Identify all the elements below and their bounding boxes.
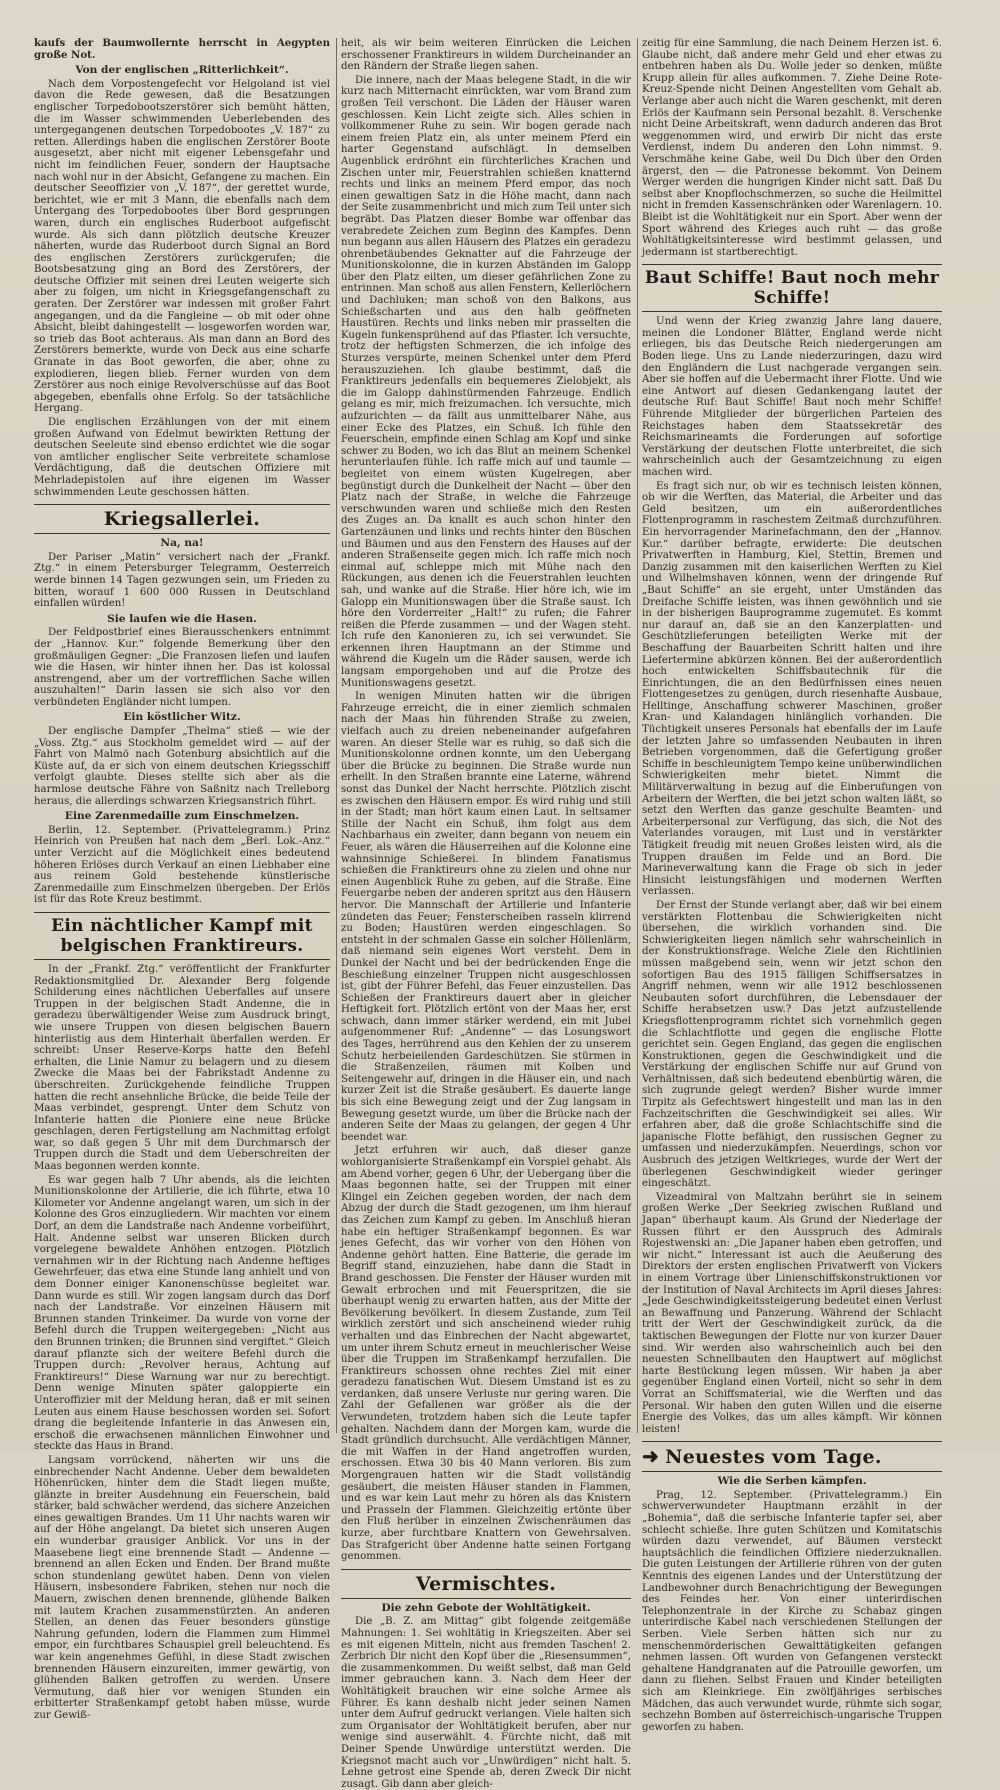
paragraph: Berlin, 12. September. (Privattelegramm.) Prinz Heinrich von Preußen hat nach dem „Berl. Lok.-Anz.“ unter Verzicht auf die Möglichkeit eines bedeutend höheren Erlöses durch Verkauf an einen Liebhaber eine aus reinem Gold bestehende künstlerische Zarenmedaille zum Einschmelzen übergeben. Der Erlös ist für das Rote Kreuz bestimmt. — [34, 824, 330, 906]
section-header-neuestes — [642, 1441, 942, 1472]
item-title: Sie laufen wie die Hasen. — [107, 612, 257, 625]
article-title: Von der englischen „Ritterlichkeit“. — [75, 64, 289, 77]
paragraph: zeitig für eine Sammlung, die nach Deinem Herzen ist. 6. Glaube nicht, daß andere mehr Geld und eher etwas zu entbehren haben als Du. Wolle jeder so denken, müßte Krupp allein für alles aufkommen. 7. Ziehe Deine Rote-Kreuz-Spende nicht Deinen Angestellten vom Gehalt ab. Verlange aber auch nicht die Waren geschenkt, mit deren Erlös der Kaufmann sein Personal bezahlt. 8. Verschenke nicht Deine Arbeitskraft, wenn dadurch anderen das Brot weggenommen wird, und erwirb Dir nicht das erste Verdienst, indem Du anderen den Lohn nimmst. 9. Verschmähe keine Gabe, weil Du Dich über den Orden ärgerst, den — die Patronesse bekommt. Von Deinem Werger werden die hungrigen Kinder nicht satt. Daß Du selbst aber Knopflochschmerzen, so suche die Heilmittel nicht in fremden Kassenschränken oder Warenlagern. 10. Bleibt ist die Wohltätigkeit nur ein Sport. Aber wenn der Sport während des Krieges auch ruht — das große Wohltätigkeitsinteresse wird bestimmt gelassen, und jedermann ist startberechtigt. — [642, 38, 942, 258]
paragraph: Der Ernst der Stunde verlangt aber, daß wir bei einem verstärkten Flottenbau die Schwierigkeiten nicht übersehen, die wirklich vorhanden sind. Die Schwierigkeiten liegen nämlich sehr wahrscheinlich in der Konstruktionsfrage. Welche Ziele den Richtlinien müssen maßgebend sein, wenn wir jetzt schon den sofortigen Bau des 1915 fälligen Schiffsersatzes in Angriff nehmen, wenn wir alle 1912 beschlossenen Neubauten sofort durchführen, die Lebensdauer der Schiffe herabsetzen usw.? Das jetzt aufzustellende Kriegsflottenprogramm richtet sich vornehmlich gegen die Schlachtflotte und gegen die englische Flotte gerichtet sein. Gegen England, das gegen die englischen Konstruktionen, gegen die Geschwindigkeit und die Verstärkung der englischen Schiffe nur auf Grund von Verhältnissen, daß sich bedeutend ebenbürtig wären, die sich zugrunde gelegt werden? Bisher wurde immer Tirpitz als Gefechtswert hingestellt und man las in den Fachzeitschriften die Geschwindigkeit sei alles. Wir erfahren aber, daß die große Schlachtschiffe sind die japanische Flotte befähigt, den russischen Gegner zu umfassen und niederzukämpfen. Neuerdings, schon vor Ausbruch des jetzigen Weltkrieges, wurde der Wert der überlegenen Geschwindigkeit wieder geringer eingeschätzt. — [642, 899, 942, 1190]
paragraph: Die „B. Z. am Mittag“ gibt folgende zeitgemäße Mahnungen: 1. Sei wohltätig in Kriegszeiten. Aber sei es mit eigenen Mitteln, nicht aus fremden Taschen! 2. Zerbrich Dir nicht den Kopf über die „Riesensummen“, die zusammenkommen. Du weißt selbst, daß man Geld immer gebrauchen kann. 3. Nach dem Heer der Wohltätigkeit brauchen wir eine solche Armee als Führer. Es kann deshalb nicht jeder seinen Namen unter dem Aufruf gedruckt verlangen. Viele halten sich zum Organisator der Wohltätigkeit berufen, aber nur wenige sind auserwählt. 4. Fürchte nicht, daß mit Deiner Spende Unwürdige unterstützt werden. Die Kriegsnot macht auch vor „Unwürdigen“ nicht halt. 5. Lehne getrost eine Spende ab, deren Zweck Dir nicht zusagt. Gib dann aber gleich- — [341, 1616, 631, 1790]
paragraph: Der englische Dampfer „Thelma“ stieß — wie der „Voss. Ztg.“ aus Stockholm gemeldet wird — auf der Fahrt von Malmö nach Gotenburg absichtlich auf die Küste auf, da er sich von einem deutschen Kriegsschiff verfolgt glaubte. Dieses stellte sich aber als die harmlose deutsche Fähre von Saßnitz nach Trelleborg heraus, die allerdings schwarzen Kriegsanstrich führt. — [34, 726, 330, 807]
pointing-hand-icon: ➜ — [642, 1444, 660, 1469]
paragraph: In wenigen Minuten hatten wir die übrigen Fahrzeuge erreicht, die in einer ziemlich schmalen nach der Maas hin führenden Straße zu zweien, vielfach auch zu dreien nebeneinander aufgefahren waren. An dieser Stelle war es ruhig, so daß sich die Munitionskolonne ordnen konnte, um den Uebergang über die Brücke zu beginnen. Die Straße wurde nun erhellt. In den Straßen brannte eine Laterne, während sonst das Dunkel der Nacht herrschte. Plötzlich zischt es zwischen den Häusern empor. Es wird ruhig und still in der Stadt; man hört kaum einen Laut. In seltsamer Stille der Nacht ein Schuß, ihm folgt aus dem Nachbarhaus ein zweiter, dann begann von neuem ein Feuer, als wären die Häuserreihen auf die Kolonne eine wahnsinnige Schießerei. In blindem Fanatismus schießen die Franktireurs ohne zu zielen und ohne nur einen Augenblick Ruhe zu geben, auf die Straße. Eine Feuergarbe neben der anderen spritzt aus den Häusern hervor. Die Mannschaft der Artillerie und Infanterie zündeten das Feuer; Fensterscheiben rasseln klirrend zu Boden; Haustüren werden eingeschlagen. So entsteht in der schmalen Gasse ein solcher Höllenlärm, daß niemand sein eigenes Wort versteht. Dem in Dunkel der Nacht und bei der bedrückenden Enge die Beschießung einzelner Truppen nicht ausgeschlossen ist, gibt der Führer Befehl, das Feuer einzustellen. Das Schießen der Franktireurs dauert aber in gleicher Heftigkeit fort. Plötzlich ertönt von der Maas her, erst schwach, dann immer stärker werdend, ein mit Jubel aufgenommener Ruf: „Andenne“ — das Losungswort des Tages, herrührend aus den Kehlen der zu unserem Schutz herbeieilenden Gardeschützen. Sie stürmen in die Straßenzeilen, räumen mit Kolben und Seitengewehr auf, dringen in die Häuser ein, und nach kurzer Zeit ist die Straße gesäubert. Es dauerte lange bis sich eine Bewegung zeigt und der Zug langsam in Bewegung gesetzt wurde, um über die Brücke nach der anderen Seite der Maas zu gelangen, der gegen 4 Uhr beendet war. — [341, 691, 631, 1143]
item-title: Na, na! — [160, 537, 204, 550]
paragraph: heit, als wir beim weiteren Einrücken die Leichen erschossener Franktireurs in wildem Durcheinander an den Rändern der Straße liegen sahen. — [341, 38, 631, 73]
item-title: Ein köstlicher Witz. — [123, 711, 241, 724]
paragraph: Vizeadmiral von Maltzahn berührt sie in seinem großen Werke „Der Seekrieg zwischen Rußland und Japan“ überhaupt kaum. Als Grund der Niederlage der Russen führt er den Ausspruch des Admirals Rojestwenski an: „Die Japaner haben eben getroffen, und wir nicht.“ Interessant ist auch die Aeußerung des Direktors der ersten englischen Privatwerft von Vickers in einem Vortrage über Linienschiffskonstruktionen vor der Institution of Naval Architects im April dieses Jahres: „Jede Geschwindigkeitssteigerung bedeutet einen Verlust an Bewaffnung und Panzerung. Während der Schlacht tritt der Wert der Geschwindigkeit zurück, da die taktischen Bewegungen der Flotte nur von kurzer Dauer sind. Wir werden also wahrscheinlich auch bei den neuesten Schnellbauten den Hauptwert auf möglichst harte Bestückung legen müssen. Wir haben ja aber gegenüber England einen Vorteil, nicht so sehr in dem Vorrat an Schiffsmaterial, wie die Werften und das Personal. Wir haben den guten Willen und die eiserne Energie des Volkes, das um alles kämpft. Wir können leisten! — [642, 1191, 942, 1435]
section-header-text: Neuestes vom Tage. — [665, 1446, 882, 1469]
column-3 — [642, 38, 942, 1733]
section-header-kriegsallerlei: Kriegsallerlei. — [34, 504, 330, 534]
paragraph: Die englischen Erzählungen von der mit einem großen Aufwand von Edelmut bewirkten Rettung der deutschen Seeleute sind ebenso erdichtet wie die sogar von amtlicher englischer Seite verbreitete schamlose Verdächtigung, daß die deutschen Offiziere mit Mehrladepistolen auf ihre eigenen im Wasser schwimmenden Leute geschossen hätten. — [34, 417, 330, 498]
paragraph: Es fragt sich nur, ob wir es technisch leisten können, ob wir die Werften, das Material, die Arbeiter und das Geld besitzen, um ein außerordentliches Flottenprogramm in raschestem Zeitmaß durchzuführen. Ein hervorragender Marinefachmann, den der „Hannov. Kur.“ darüber befragte, erwiderte: Die deutschen Privatwerften in Hamburg, Kiel, Stettin, Bremen und Danzig zusammen mit den kaiserlichen Werften zu Kiel und Wilhelmshaven können, wenn der dringende Ruf „Baut Schiffe“ an sie ergeht, unter Umständen das Dreifache Schiffe leisten, was ihnen gewöhnlich und sie in der bisherigen Bauprogramme zugemutet. Es kommt nur darauf an, daß sie an den Kanzerplatten- und Geschützlieferungen beteiligten Werke mit der Beschaffung der Bauarbeiten Schritt halten und ihre Liefertermine abkürzen können. Bei der außerordentlich hoch entwickelten Schiffsbautechnik für die Einrichtungen, die an den Bedürfnissen eines neuen Flottengesetzes zu genügen, durch riesenhafte Ausbaue, Helltinge, Anschaffung schwerer Maschinen, großer Kran- und Kalandagen hinlänglich vorhanden. Die Tüchtigkeit unseres Personals hat ebenfalls der im Laufe der letzten Jahre so umfassenden Neubauten in ihren Betrieben vorgenommen, daß die Gefertigung großer Schiffe in beschleunigtem Tempo keine unüberwindlichen Schwierigkeiten mehr bietet. Nimmt die Militärverwaltung in bezug auf die Einberufungen von Arbeitern der Werften, die bei jetzt schon walten läßt, so setzt den Werften das ganze geschulte Beamten- und Arbeiterpersonal zur Verfügung, das sich, die Not des Vaterlandes voraugen, mit Lust und in verstärkter Tätigkeit freudig mit neuen Großes leisten wird, als die Truppen draußen im Felde und an Bord. Die Marineverwaltung kann die Frage ob sich in jeder Hinsicht leistungsfähigen und modernen Werften verlassen. — [642, 480, 942, 898]
paragraph: Nach dem Vorpostengefecht vor Helgoland ist viel davon die Rede gewesen, daß die Besatzungen englischer Torpedobootszerstörer sich bemüht hätten, die im Wasser schwimmenden Ueberlebenden des untergegangenen deutschen Torpedobootes „V. 187“ zu retten. Allerdings haben die englischen Zerstörer Boote ausgesetzt, aber nicht mit eigener Lebensgefahr und nicht im feindlichen Feuer, sondern der Hauptsache nach wohl nur in der Absicht, Gefangene zu machen. Ein deutscher Seeoffizier von „V. 187“, der gerettet wurde, berichtet, wie er mit 3 Mann, die ebenfalls nach dem Untergang des Torpedobootes über Bord gesprungen waren, durch ein englisches Ruderboot aufgefischt wurde. Als sich dann plötzlich deutsche Kreuzer näherten, wurde das Ruderboot durch Signal an Bord des englischen Zerstörers zurückgerufen; die Bootsbesatzung ging an Bord des Zerstörers, der deutsche Offizier mit seinen drei Leuten weigerte sich aber zu folgen, um nicht in Kriegsgefangenschaft zu geraten. Der Zerstörer war indessen mit großer Fahrt angegangen, und da die Fangleine — ob mit oder ohne Absicht, bleibt dahingestellt — losgeworfen worden war, so trieb das Boot achteraus. Als man dann an Bord des Zerstörers bemerkte, wurde von Deck aus eine scharfe Granate in das Boot geworfen, die aber, ohne zu explodieren, liegen blieb. Ferner wurden von dem Zerstörer aus noch einige Revolverschüsse auf das Boot abgegeben, ebenfalls ohne Erfolg. So der tatsächliche Hergang. — [34, 78, 330, 415]
paragraph: In der „Frankf. Ztg.“ veröffentlicht der Frankfurter Redaktionsmitglied Dr. Alexander Berg folgende Schilderung eines nächtlichen Ueberfalles auf unsere Truppen in der belgischen Stadt Andenne, die in geradezu überwältigender Weise zum Ausdruck bringt, wie unsere Truppen von diesen belgischen Bauern hinterlistig aus dem Hinterhalt überfallen werden. Er schreibt: Unser Reserve-Korps hatte den Befehl erhalten, die Linie Namur zu belagern und zu diesem Zwecke die Maas bei der Fabrikstadt Andenne zu überschreiten. Zurückgehende feindliche Truppen hatten die recht ansehnliche Brücke, die beide Teile der Maas verbindet, gesprengt. Unter dem Schutz von Infanterie hatten die Pioniere eine neue Brücke geschlagen, deren Fertigstellung am Nachmittag erfolgt war, so daß gegen 5 Uhr mit dem Durchmarsch der Truppen durch die Stadt und dem Ueberschreiten der Maas begonnen werden konnte. — [34, 963, 330, 1173]
column-rule — [637, 38, 638, 1433]
paragraph: Der Feldpostbrief eines Bierausschenkers entnimmt der „Hannov. Kur.“ folgende Bemerkung über den großmäuligen Gegner: „Die Franzosen liefen und laufen wie die Hasen, wir hinter ihnen her. Das ist kolossal anstrengend, aber um der vortrefflichen Sache willen auszuhalten!“ Darin lassen sie sich also vor den verbündeten Engländer nicht lumpen. — [34, 627, 330, 708]
column-rule — [336, 38, 337, 1433]
paragraph: Jetzt erfuhren wir auch, daß dieser ganze wohlorganisierte Straßenkampf ein Vorspiel gehabt. Als am Abend vorher, gegen 6 Uhr, der Uebergang über die Maas begonnen hatte, sei der Truppen mit einer Klingel ein Zeichen gegeben worden, der nach dem Abzug der durch die Stadt gezogenen, um ihm hierauf das Zeichen zum Kampf zu geben. Im Anschluß hieran habe ein heftiger Straßenkampf begonnen. Es war jenes Gefecht, das wir vorher von den Höhen von Andenne gehört hatten. Eine Batterie, die gerade im Begriff stand, einzuziehen, habe dann die Stadt in Brand geschossen. Die Fenster der Häuser wurden mit Gewalt erbrochen und mit Feuerspritzen, die sie überhaupt wenig zu erwarten hatten, aus der Mitte der Bevölkerung bevölkert. In diesem Zustande, zum Teil wirklich zerstört und sich anscheinend wieder ruhig verhalten und das Einbrechen der Nacht abgewartet, um unter ihrem Schutz erneut in meuchlerischer Weise über die Truppen im Straßenkampf herzufallen. Die Franktireurs schossen ohne rechtes Ziel mit einer geradezu fanatischen Wut. Diesem Umstand ist es zu verdanken, daß unsere Verluste nur gering waren. Die Zahl der Gefallenen war größer als die der Verwundeten, trotzdem haben sich die Leute tapfer gehalten. Nachdem dann der Morgen kam, wurde die Stadt gründlich durchsucht. Alle verdächtigen Männer, die mit Waffen in der Hand angetroffen wurden, erschossen. Etwa 30 bis 40 Mann verloren. Bis zum Morgengrauen hatten wir die Stadt vollständig gesäubert, die meisten Häuser standen in Flammen, und es war kein Laut mehr zu hören als das Knistern und Prasseln der Flammen. Gleichzeitig ertönte über den Fluß herüber in einzelnen Zwischenräumen das kurze, aber furchtbare Knattern von Gewehrsalven. Das Strafgericht über Andenne hatte seinen Fortgang genommen. — [341, 1145, 631, 1563]
paragraph: Es war gegen halb 7 Uhr abends, als die leichten Munitionskolonne der Artillerie, die ich führte, etwa 10 Kilometer vor Andenne angelangt waren, um sich in der Kolonne des Gros einzugliedern. Wir machten vor einem Dorf, an dem die Landstraße nach Andenne vorbeiführt, Halt. Andenne selbst war unseren Blicken durch vorgelegene bewaldete Anhöhen entzogen. Plötzlich vernahmen wir in der Richtung nach Andenne heftiges Gewehrfeuer, das etwa eine Stunde lang anhielt und von dem Donner einiger Kanonenschüsse begleitet war. Dann wurde es still. Wir zogen langsam durch das Dorf nach der Landstraße. Vor einzelnen Häusern mit Brunnen standen Trinkeimer. Da wurde von vorne der Befehl durch die Truppen weitergegeben: „Nicht aus den Brunnen trinken; die Brunnen sind vergiftet.“ Gleich darauf pflanzte sich der weitere Befehl durch die Truppen durch: „Revolver heraus, Achtung auf Franktireurs!“ Diese Warnung war nur zu berechtigt. Denn wenige Minuten später galoppierte ein Unteroffizier mit der Meldung heran, daß er mit seinen Leuten aus einem Hause beschossen worden sei. Sofort drang die begleitende Infanterie in das Anwesen ein, erschoß die erwachsenen männlichen Einwohner und steckte das Haus in Brand. — [34, 1174, 330, 1453]
column-1 — [34, 37, 330, 1721]
section-header-baut-schiffe: Baut Schiffe! Baut noch mehr Schiffe! — [642, 264, 942, 312]
paragraph: Prag, 12. September. (Privattelegramm.) Ein schwerverwundeter Hauptmann erzählt in der „Bohemia“, daß die serbische Infanterie tapfer sei, aber schlecht schieße. Ihre guten Schützen und Komitatschis würden dazu verwendet, auf Bäumen versteckt hauptsächlich die feindlichen Offiziere niederzuknallen. Die guten Leistungen der Artillerie rühren von der guten Kenntnis des eigenen Landes und der Unterstützung der Landbewohner durch Benachrichtigung der Bewegungen des Feindes her. Von einer unterirdischen Telephonzentrale in der Kirche zu Schabaz gingen unterirdische Kabel nach verschiedenen Stellungen der Serben. Viele Serben hätten sich nur zu menschenmörderischen Gewalttätigkeiten gefangen nehmen lassen. Oft wurden von Gefangenen versteckt gehaltene Handgranaten auf die Patrouille geworfen, um dann zu fliehen. Selbst Frauen und Kinder beteiligten sich am Kleinkriege. Ein zwölfjähriges serbisches Mädchen, das auch verwundet wurde, rühmte sich sogar, sechzehn Bomben auf österreichisch-ungarische Truppen geworfen zu haben. — [642, 1489, 942, 1733]
paragraph: Die innere, nach der Maas belegene Stadt, in die wir kurz nach Mitternacht einrückten, war vom Brand zum großen Teil verschont. Die Läden der Häuser waren geschlossen. Kein Licht zeigte sich. Alles schien in vollkommener Ruhe zu sein. Wir bogen gerade nach einem freien Platz ein, als unter meinem Pferd ein harter Gegenstand aufschlägt. In demselben Augenblick erdröhnt ein fürchterliches Krachen und Zischen unter mir, Feuerstrahlen schießen knatternd rechts und links an meinem Pferd empor, das noch einen gewaltigen Satz in die Höhe macht, dann nach der Seite zusammenbricht und mich zum Teil unter sich begräbt. Das Platzen dieser Bombe war offenbar das verabredete Zeichen zum Beginn des Kampfes. Denn nun begann aus allen Häusern des Platzes ein geradezu ohrenbetäubendes Geknatter auf die Fahrzeuge der Munitionskolonne, die in kurzen Abständen im Galopp über den Platz eilten, um dieser gefährlichen Zone zu entrinnen. Man schoß aus allen Fenstern, Kellerlöchern und Dachluken; man schoß von den Balkons, aus Schießscharten und aus den halb geöffneten Haustüren. Rechts und links neben mir prasselten die Kugeln funkensprühend auf das Pflaster. Ich versuchte, trotz der heftigsten Schmerzen, die ich infolge des Sturzes verspürte, meinen Schenkel unter dem Pferd herauszuziehen. Ich glaube bestimmt, daß die Franktireurs jedenfalls ein bequemeres Zielobjekt, als die im Galopp dahinstürmenden Fahrzeuge. Endlich gelang es mir, mich freizumachen. Ich versuchte, mich aufzurichten — da fällt aus unmittelbarer Nähe, aus einer Ecke des Platzes, ein Schuß. Ich fühle den Feuerschein, empfinde einen Schlag am Kopf und sinke schwer zu Boden, wo ich das Blut an meinem Schenkel herunterlaufen fühle. Ich raffe mich auf und taumle — begleitet von einem wüsten Kugelregen, aber begünstigt durch die Dunkelheit der Nacht — über den Platz nach der Straße, in welche die Fahrzeuge verschwunden waren und schließe mich den Resten des Zuges an. Da knallt es auch schon hinter den Gartenzäunen und links und rechts hinter den Büschen und Bäumen und aus den Fenstern des Hauses auf der anderen Straßenseite gegen mich. Ich raffe mich noch einmal auf, schleppe mich mit Mühe nach den Rückungen, aus denen ich die Feuerstrahlen leuchten sah, und wanke auf die Straße. Hier höre ich, wie im Galopp ein Munitionswagen über die Straße saust. Ich höre den Vorderreiter „Halt!“ zu rufen; die Fahrer reißen die Pferde zusammen — und der Wagen steht. Ich rufe den Kanonieren zu, ich sei verwundet. Sie erkennen ihren Hauptmann an der Stimme und während die Kugeln um die Räder sausen, werde ich langsam emporgehoben und auf die Protze des Munitionswagens gesetzt. — [341, 74, 631, 689]
intro-text: kaufs der Baumwollernte herrscht in Aegypten große Not. — [34, 37, 330, 61]
item-title: Eine Zarenmedaille zum Einschmelzen. — [64, 810, 300, 823]
paragraph: Langsam vorrückend, näherten wir uns die einbrechender Nacht Andenne. Ueber dem bewaldeten Höhenrücken, hinter dem die Stadt liegen mußte, glänzte in breiter Ausdehnung ein Feuerschein, bald stärker, bald schwächer werdend, das sichere Anzeichen eines gewaltigen Brandes. Um 11 Uhr nachts waren wir auf der Höhe angelangt. Da bietet sich unseren Augen ein wunderbar grausiger Anblick. Vor uns in der Maasebene liegt eine brennende Stadt — Andenne — brennend an allen Ecken und Enden. Der Brand mußte schon stundenlang gewütet haben. Denn von vielen Häusern, insbesondere Fabriken, stehen nur noch die Mauern, zwischen denen brennende, glühende Balken mit lautem Krachen zusammenstürzten. An anderen Stellen, an denen das Feuer besonders günstige Nahrung gefunden, lodern die Flammen zum Himmel empor, ein furchtbares Schauspiel grell beleuchtend. Es war kein angenehmes Gefühl, in diese Stadt zwischen brennenden Häusern einzureiten, immer gewärtig, von glühenden Balken getroffen zu werden. Unsere Vermutung, daß hier vor wenigen Stunden ein erbitterter Straßenkampf getobt haben müsse, wurde zur Gewiß- — [34, 1454, 330, 1721]
section-header-kampf: Ein nächtlicher Kampf mit belgischen Franktireurs. — [34, 912, 330, 960]
column-2 — [341, 38, 631, 1790]
paragraph: Und wenn der Krieg zwanzig Jahre lang dauere, meinen die Londoner Blätter, England werde nicht erliegen, bis das Deutsche Reich niedergerungen am Boden liege. Uns zu Lande niederzuringen, dazu wird den Engländern die Lust nachgerade vergangen sein. Aber sie hoffen auf die Uebermacht ihrer Flotte. Und wie eine Antwort auf diesen Gedankengang lautet der deutsche Ruf: Baut Schiffe! Baut noch mehr Schiffe! Führende Mitglieder der bürgerlichen Parteien des Reichstages haben dem Staatssekretär des Reichsmarineamts die Forderungen auf sofortige Verstärkung der deutschen Flotte unterbreitet, die sich wahrscheinlich auch der Gesamtzeichnung zu eigen machen wird. — [642, 316, 942, 478]
paragraph: Der Pariser „Matin“ versichert nach der „Frankf. Ztg.“ in einem Petersburger Telegramm, Oesterreich werde binnen 14 Tagen gezwungen sein, um Frieden zu bitten, worauf 1 600 000 Russen in Deutschland einfallen würden! — [34, 551, 330, 610]
item-title: Die zehn Gebote der Wohltätigkeit. — [381, 1601, 591, 1614]
item-title: Wie die Serben kämpfen. — [717, 1475, 867, 1488]
section-header-vermischtes: Vermischtes. — [341, 1569, 631, 1599]
